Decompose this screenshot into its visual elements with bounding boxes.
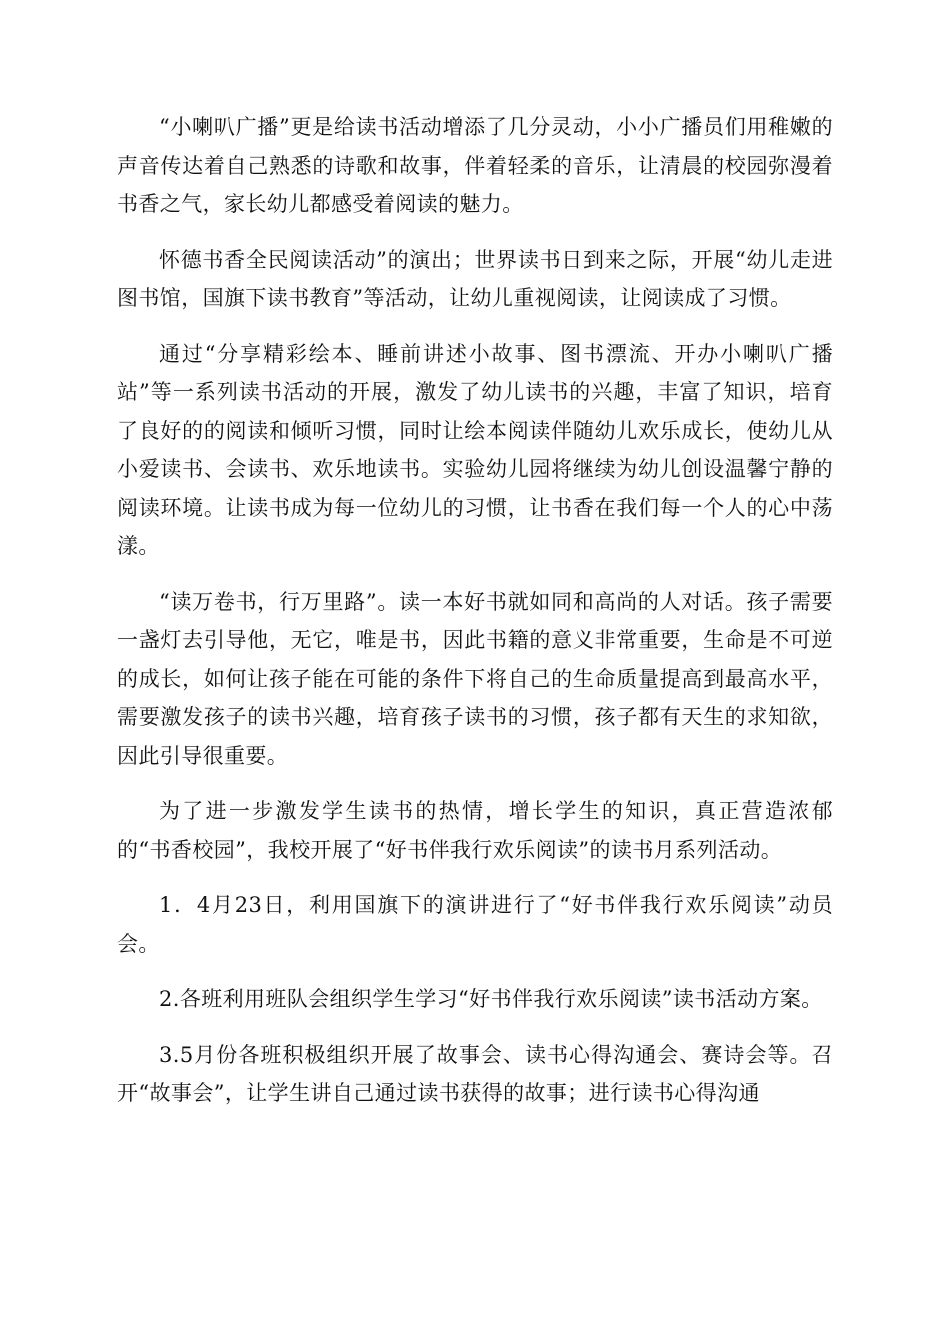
list-item-3: 3.5月份各班积极组织开展了故事会、读书心得沟通会、赛诗会等。召开“故事会”，让学生讲自己通过读书获得的故事；进行读书心得沟通	[117, 1042, 833, 1105]
list-item-2: 2.各班利用班队会组织学生学习“好书伴我行欢乐阅读”读书活动方案。	[159, 987, 823, 1011]
paragraph-reading-day: 怀德书香全民阅读活动”的演出；世界读书日到来之际，开展“幼儿走进图书馆，国旗下读书教育”等活动，让幼儿重视阅读，让阅读成了习惯。	[117, 247, 833, 310]
paragraph-activities: 通过“分享精彩绘本、睡前讲述小故事、图书漂流、开办小喇叭广播站”等一系列读书活动的开展，激发了幼儿读书的兴趣，丰富了知识，培育了良好的的阅读和倾听习惯，同时让绘本阅读伴随幼儿欢乐成长，使幼儿从小爱读书、会读书、欢乐地读书。实验幼儿园将继续为幼儿创设温馨宁静的阅读环境。让读书成为每一位幼儿的习惯，让书香在我们每一个人的心中荡漾。	[117, 341, 833, 558]
document-page	[117, 108, 833, 1113]
list-item-1: 1．4月23日，利用国旗下的演讲进行了“好书伴我行欢乐阅读”动员会。	[117, 893, 833, 956]
paragraph-reading-month: 为了进一步激发学生读书的热情，增长学生的知识，真正营造浓郁的“书香校园”，我校开展了“好书伴我行欢乐阅读”的读书月系列活动。	[117, 799, 833, 862]
paragraph-read-books: “读万卷书，行万里路”。读一本好书就如同和高尚的人对话。孩子需要一盏灯去引导他，无它，唯是书，因此书籍的意义非常重要，生命是不可逆的成长，如何让孩子能在可能的条件下将自己的生命质量提高到最高水平，需要激发孩子的读书兴趣，培育孩子读书的习惯，孩子都有天生的求知欲，因此引导很重要。	[117, 589, 833, 768]
paragraph-broadcast: “小喇叭广播”更是给读书活动增添了几分灵动，小小广播员们用稚嫩的声音传达着自己熟悉的诗歌和故事，伴着轻柔的音乐，让清晨的校园弥漫着书香之气，家长幼儿都感受着阅读的魅力。	[117, 115, 833, 216]
